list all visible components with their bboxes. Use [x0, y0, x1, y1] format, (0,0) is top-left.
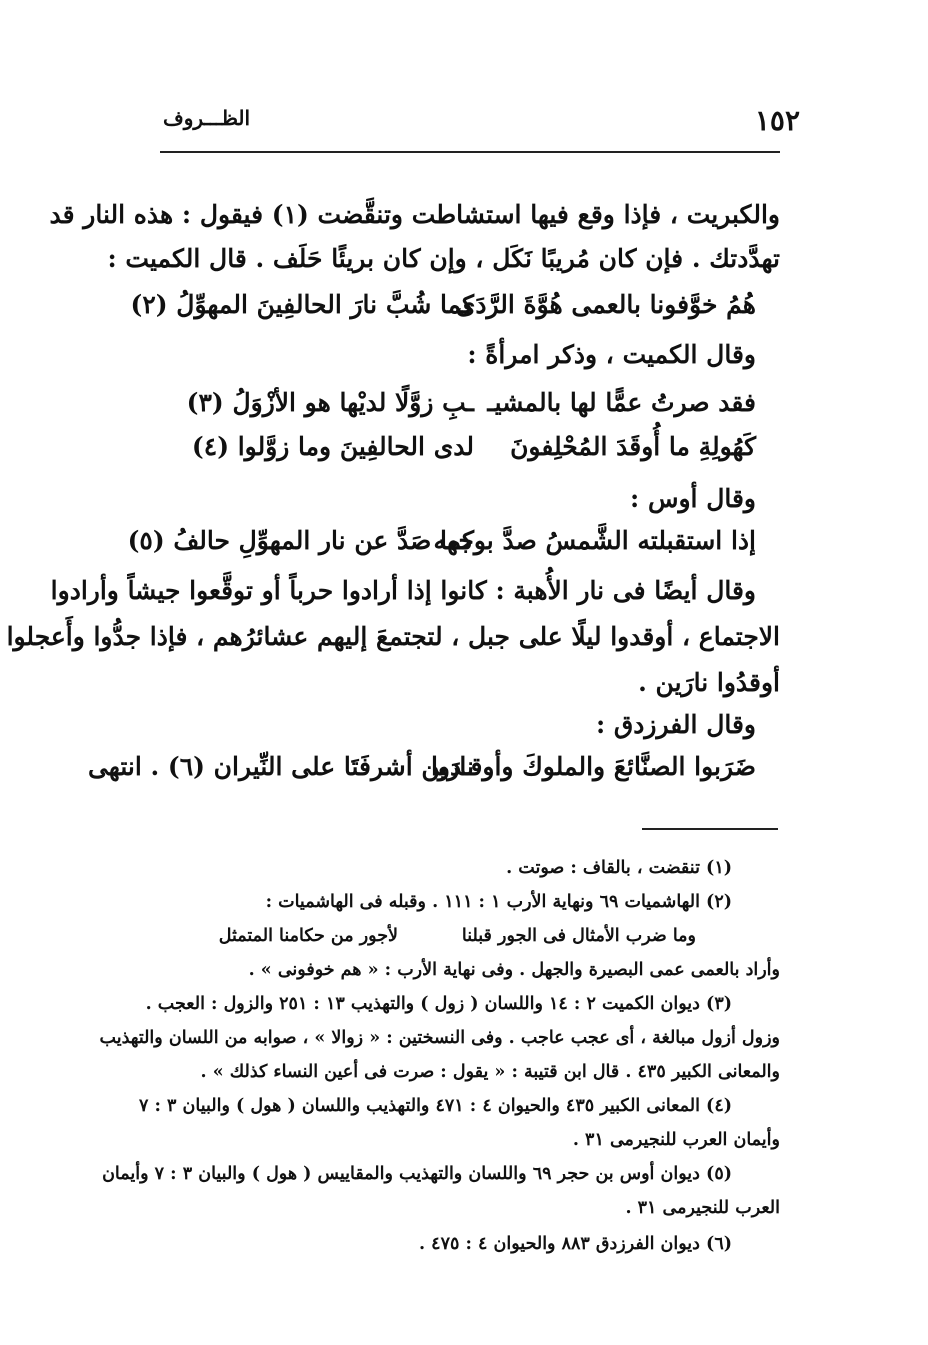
footnote-6: (٦) ديوان الفرزدق ٨٨٣ والحيوان ٤ : ٤٧٥ . [418, 1234, 732, 1254]
footnote-1: (١) تنقضت ، بالقاف : صوتت . [506, 858, 732, 878]
footnote-5-line-2: العرب للنجيرمى ٣١ . [625, 1198, 780, 1218]
footnote-2: (٢) الهاشميات ٦٩ ونهاية الأرب ١ : ١١١ . وقبله فى الهاشميات : [265, 892, 732, 912]
verse-5-right-hemistich: ضَرَبوا الصنَّائعَ والملوكَ وأوقـدوا [430, 752, 756, 781]
verse-3-left-hemistich: لدى الحالفِينَ وما زوَّلوا (٤) [191, 432, 474, 461]
verse-2-right-hemistich: فقد صرتُ عمًّا لها بالمشيـ [487, 388, 756, 417]
verse-4-right-hemistich: إذا استقبلته الشَّمسُ صدَّ بوجهه [433, 526, 756, 555]
footnote-4-line-2: وأيمان العرب للنجيرمى ٣١ . [572, 1130, 780, 1150]
footnote-3-line-1: (٣) ديوان الكميت ٢ : ١٤ واللسان ( زول ) والتهذيب ١٣ : ٢٥١ والزول : العجب . [145, 994, 732, 1014]
verse-4-left-hemistich: كما صَدَّ عن نار المهوِّلِ حالفُ (٥) [127, 526, 474, 555]
intro-aws: وقال أوس : [630, 484, 756, 513]
intro-farazdaq: وقال الفرزدق : [595, 710, 756, 739]
footnote-2-verse-right: وما ضرب الأمثال فى الجور قبلنا [461, 926, 696, 946]
header-rule [160, 151, 780, 153]
paragraph-2-line-2: الاجتماع ، أوقدوا ليلًا على جبل ، لتجتمعَ إليهم عشائرُهم ، فإذا جدُّوا وأَعجلوا [6, 622, 780, 651]
page-number: ١٥٢ [754, 104, 800, 137]
footnote-4-line-1: (٤) المعانى الكبير ٤٣٥ والحيوان ٤ : ٤٧١ والتهذيب واللسان ( هول ) والبيان ٣ : ٧ [138, 1096, 732, 1116]
paragraph-1-line-1: والكبريت ، فإذا وقع فيها استشاطت وتنقَّضت (١) فيقول : هذه النار قد [49, 200, 780, 229]
footnote-5-line-1: (٥) ديوان أوس بن حجر ٦٩ واللسان والتهذيب والمقاييس ( هول ) والبيان ٣ : ٧ وأيمان [102, 1164, 732, 1184]
running-title: الظـــروف [163, 106, 251, 130]
footnote-2-comment: وأراد بالعمى عمى البصيرة والجهل . وفى نهاية الأرب : « هم خوفونى » . [248, 960, 780, 980]
footnote-3-line-3: والمعانى الكبير ٤٣٥ . قال ابن قتيبة : « يقول : صرت فى أعين النساء كذلك » . [200, 1062, 780, 1082]
paragraph-2-line-1: وقال أيضًا فى نار الأُهبة : كانوا إذا أرادوا حرباً أو توقَّعوا جيشاً وأرادوا [50, 576, 756, 605]
intro-kumait: وقال الكميت ، وذكر امرأةً : [467, 340, 756, 369]
footnote-separator [642, 828, 778, 830]
verse-3-right-hemistich: كَهُولِةِ ما أُوقَدَ المُحْلِفونَ [510, 432, 756, 461]
footnote-3-line-2: وزول أزول مبالغة ، أى عجب عاجب . وفى النسختين : « زوالا » ، صوابه من اللسان والتهذيب [99, 1028, 780, 1048]
verse-5-left-hemistich: نارَين أشرفَتَا على النِّيران (٦) . انتهى [87, 752, 474, 781]
paragraph-1-line-2: تهدَّدتك . فإن كان مُريبًا نَكَل ، وإن كان بريئًا حَلَف . قال الكميت : [107, 244, 780, 273]
paragraph-2-line-3: أوقدُوا نارَين . [638, 668, 780, 697]
verse-1-left-hemistich: كما شُبَّ نارَ الحالفِينَ المهوِّلُ (٢) [130, 290, 474, 319]
verse-1-right-hemistich: هُمُ خوَّفونا بالعمى هُوَّةَ الرَّدَى [455, 290, 756, 319]
footnote-2-verse-left: لأجور من حكامنا المتمثل [218, 926, 398, 946]
verse-2-left-hemistich: ـبِ زوَّلًا لديْها هو الأزْوَلُ (٣) [186, 388, 474, 417]
